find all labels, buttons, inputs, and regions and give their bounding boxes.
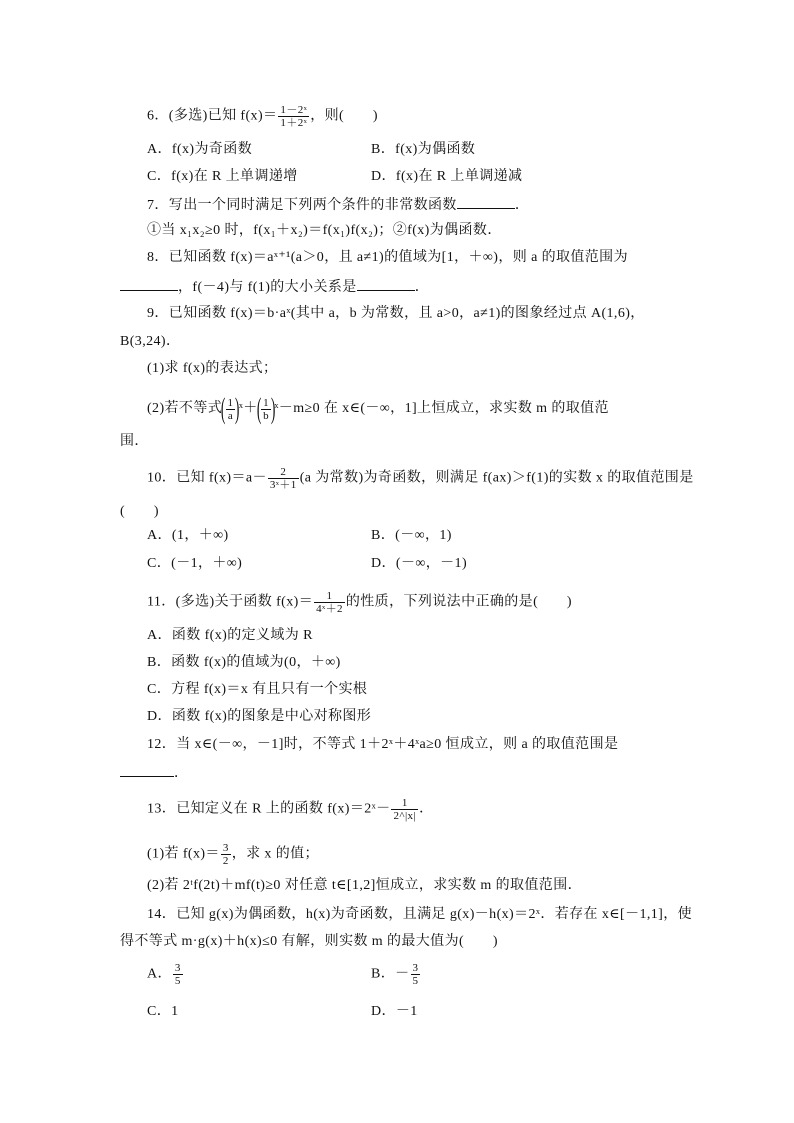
q14-option-b[interactable]: [371, 962, 421, 987]
q7-line1: 7．写出一个同时满足下列两个条件的非常数函数: [147, 198, 457, 213]
q13-part2: (2)若 2ᵗf(2t)＋mf(t)≥0 对任意 t∈[1,2]恒成立，求实数 m 的取值范围．: [147, 878, 582, 893]
q9-part2: [147, 394, 609, 424]
q14-option-b-fraction: [411, 962, 421, 987]
q6-tail: ，则( ): [310, 108, 378, 124]
q6-option-b[interactable]: B．f(x)为偶函数: [371, 142, 476, 157]
q9-frac-1-num: 1: [227, 396, 234, 409]
q8-line2: [120, 276, 429, 298]
q11-lead: 11．(多选)关于函数 f(x)＝: [147, 594, 314, 610]
q9-frac-2-den: b: [263, 409, 269, 422]
q10-fraction: [268, 466, 299, 491]
q6-option-c[interactable]: C．f(x)在 R 上单调递增: [147, 169, 298, 184]
q9-line2: B(3,24)．: [120, 334, 181, 349]
q13-part1-frac-den: 2: [222, 855, 229, 867]
q9-part2-end: 围．: [120, 434, 149, 449]
q11-option-c[interactable]: C．方程 f(x)＝x 有且只有一个实根: [147, 682, 368, 697]
q13-part1-frac-num: 3: [222, 842, 229, 854]
left-paren-glyph: (: [256, 392, 262, 425]
question-14-stem: 14．已知 g(x)为偶函数，h(x)为奇函数，且满足 g(x)－h(x)＝2ˣ．若存在 x∈[－1,1]，使: [147, 907, 693, 922]
left-paren-glyph: (: [220, 392, 226, 425]
q11-option-a[interactable]: A．函数 f(x)的定义域为 R: [147, 628, 313, 643]
q12-line2: [120, 762, 188, 784]
question-10-stem: [147, 466, 694, 491]
q6-frac-den: 1＋2ˣ: [280, 117, 308, 129]
q10-lead: 10．已知 f(x)＝a－: [147, 470, 267, 486]
right-paren-glyph: ): [235, 392, 240, 425]
q11-fraction: [314, 590, 345, 615]
q10-frac-den: 3ˣ＋1: [269, 479, 297, 491]
q14-option-a-den: 5: [174, 975, 181, 987]
q11-option-d[interactable]: D．函数 f(x)的图象是中心对称图形: [147, 709, 372, 724]
question-7-stem: [147, 194, 529, 216]
q14-option-c[interactable]: C．1: [147, 1004, 179, 1019]
q13-frac-den: 2^|x|: [393, 810, 417, 822]
q6-frac-num: 1－2ˣ: [280, 104, 308, 116]
q9-frac-2-num: 1: [263, 396, 269, 409]
q14-option-a[interactable]: [147, 962, 184, 987]
q11-tail: 的性质，下列说法中正确的是( ): [345, 594, 572, 610]
q8-line2-end: ．: [414, 280, 430, 295]
q13-part1-tail: ，求 x 的值；: [231, 846, 319, 862]
q6-option-d[interactable]: D．f(x)在 R 上单调递减: [371, 169, 523, 184]
q14-option-b-den: 5: [412, 975, 419, 987]
q8-answer-blank-1[interactable]: [120, 276, 178, 291]
q6-fraction: [278, 104, 309, 129]
question-6-stem: [147, 104, 378, 129]
q9-part1: (1)求 f(x)的表达式；: [147, 361, 278, 376]
q13-tail: ．: [419, 801, 434, 817]
q14-line2: 得不等式 m·g(x)＋h(x)≤0 有解，则实数 m 的最大值为( ): [120, 934, 498, 949]
q7-conditions: ①当 x₁x₂≥0 时，f(x₁＋x₂)＝f(x₁)f(x₂)；②f(x)为偶函数．: [147, 223, 502, 238]
q12-answer-blank[interactable]: [120, 762, 174, 777]
q13-part1-fraction: [221, 842, 231, 867]
q14-option-b-label: B．－: [371, 966, 410, 982]
question-9-stem: 9．已知函数 f(x)＝b·aˣ(其中 a，b 为常数，且 a>0，a≠1)的图象经过点 A(1,6)，: [147, 306, 645, 321]
question-12-stem: 12．当 x∈(－∞，－1]时，不等式 1＋2ˣ＋4ˣa≥0 恒成立，则 a 的取值范围是: [147, 737, 619, 752]
right-paren-glyph: ): [270, 392, 276, 425]
q9-part2-mid: ˣ＋: [238, 401, 258, 417]
q12-line2-end: ．: [174, 766, 189, 781]
q14-option-d[interactable]: D．－1: [371, 1004, 418, 1019]
q10-option-c[interactable]: C．(－1，＋∞): [147, 556, 243, 571]
q10-answer-paren[interactable]: ( ): [120, 504, 159, 519]
question-13-stem: [147, 797, 433, 822]
q13-fraction: [391, 797, 418, 822]
q7-answer-blank[interactable]: [457, 194, 515, 209]
q14-option-a-label: A．: [147, 966, 172, 982]
q11-frac-den: 4ˣ＋2: [316, 603, 343, 615]
q9-part2-tail: ˣ－m≥0 在 x∈(－∞，1]上恒成立，求实数 m 的取值范: [274, 401, 609, 417]
q10-tail: (a 为常数)为奇函数，则满足 f(ax)＞f(1)的实数 x 的取值范围是: [299, 470, 694, 486]
question-8-stem: 8．已知函数 f(x)＝aˣ⁺¹(a＞0，且 a≠1)的值域为[1，＋∞)，则 a 的取值范围为: [147, 250, 628, 265]
q11-frac-num: 1: [314, 590, 345, 603]
q6-lead: 6．(多选)已知 f(x)＝: [147, 108, 278, 124]
question-11-stem: [147, 590, 572, 615]
q13-lead: 13．已知定义在 R 上的函数 f(x)＝2ˣ－: [147, 801, 391, 817]
q9-frac-2: [261, 397, 271, 422]
q10-option-d[interactable]: D．(－∞，－1): [371, 556, 468, 571]
q11-option-b[interactable]: B．函数 f(x)的值域为(0，＋∞): [147, 655, 341, 670]
q10-option-b[interactable]: B．(－∞，1): [371, 528, 452, 543]
q13-part1: [147, 842, 319, 867]
q8-answer-blank-2[interactable]: [357, 276, 415, 291]
q14-option-b-num: 3: [412, 962, 419, 974]
q9-frac-1-den: a: [227, 409, 234, 422]
q13-frac-num: 1: [391, 797, 418, 810]
q14-option-a-num: 3: [174, 962, 181, 974]
q9-part2-lead: (2)若不等式: [147, 401, 223, 417]
q8-line2-text: ，f(－4)与 f(1)的大小关系是: [178, 280, 357, 295]
q14-option-a-fraction: [173, 962, 183, 987]
q7-line1-end: ．: [514, 198, 530, 213]
q10-option-a[interactable]: A．(1，＋∞): [147, 528, 229, 543]
q13-part1-lead: (1)若 f(x)＝: [147, 846, 220, 862]
q6-option-a[interactable]: A．f(x)为奇函数: [147, 142, 253, 157]
q10-frac-num: 2: [268, 466, 299, 479]
